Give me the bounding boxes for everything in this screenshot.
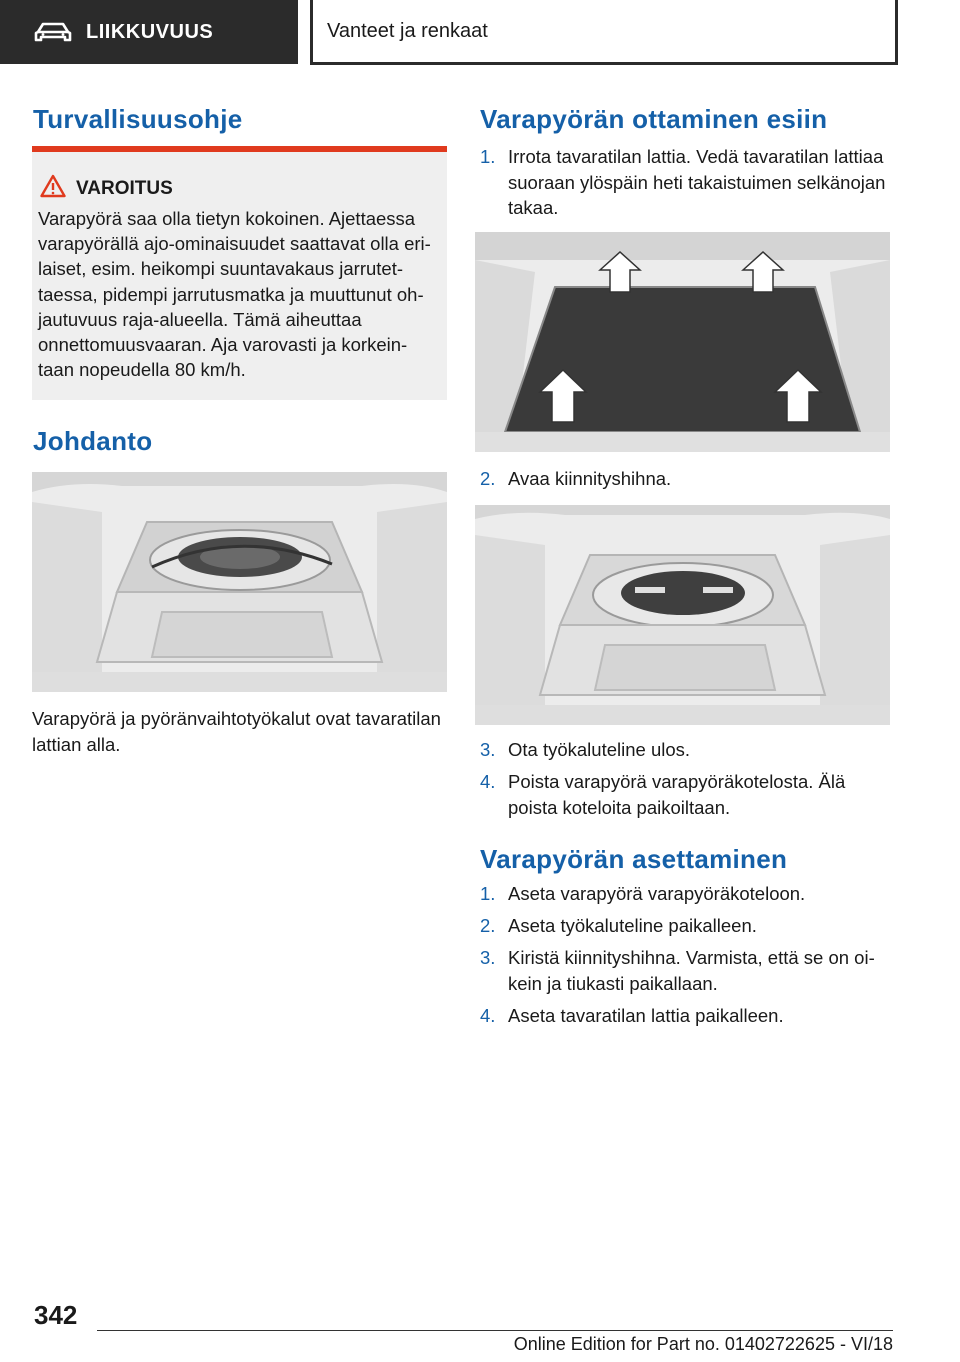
list-item <box>480 737 900 763</box>
warning-title: VAROITUS <box>76 178 173 199</box>
intro-line: lattian alla. <box>32 733 121 755</box>
warning-line: taessa, pidempi jarrutusmatka ja muuttunut oh- <box>38 283 424 305</box>
step-number: 3. <box>480 947 496 968</box>
intro-line: Varapyörä ja pyöränvaihtotyökalut ovat tavaratilan <box>32 708 441 729</box>
page-number: 342 <box>34 1300 78 1330</box>
section-label: LIIKKUVUUS <box>86 20 214 43</box>
list-item <box>480 913 900 939</box>
intro-text <box>32 706 452 757</box>
step-number: 2. <box>480 915 496 936</box>
footer-divider <box>97 1330 893 1331</box>
step-number: 1. <box>480 883 496 904</box>
install-heading: Varapyörän asettaminen <box>480 844 788 874</box>
remove-heading: Varapyörän ottaminen esiin <box>480 104 828 134</box>
step-number: 3. <box>480 739 496 760</box>
chapter-title: Vanteet ja renkaat <box>327 19 488 42</box>
list-item <box>480 1003 900 1029</box>
step-line: Ota työkaluteline ulos. <box>508 739 691 760</box>
warning-line: Varapyörä saa olla tietyn kokoinen. Ajettaessa <box>38 208 416 229</box>
step-line: Kiristä kiinnityshihna. Varmista, että se on oi- <box>508 947 875 968</box>
step-number: 4. <box>480 1005 496 1026</box>
step-line: poista koteloita paikoiltaan. <box>508 796 731 818</box>
step-line: Avaa kiinnityshihna. <box>508 468 672 489</box>
step-line: kein ja tiukasti paikallaan. <box>508 972 718 994</box>
warning-text <box>38 206 440 382</box>
warning-line: laiset, esim. heikompi suuntavakaus jarrutet- <box>38 258 404 280</box>
step-line: suoraan ylöspäin heti takaistuimen selkänojan <box>508 171 886 193</box>
warning-line: onnettomuusvaaran. Aja varovasti ja korkein- <box>38 334 408 356</box>
warning-line: taan nopeudella 80 km/h. <box>38 359 246 381</box>
safety-heading: Turvallisuusohje <box>33 104 243 134</box>
warning-box <box>32 146 447 400</box>
warning-line: varapyörällä ajo-ominaisuudet saattavat olla eri- <box>38 233 431 255</box>
chapter-tab <box>310 0 898 65</box>
edition-text: Online Edition for Part no. 01402722625 - VI/18 <box>513 1334 893 1354</box>
step-line: Poista varapyörä varapyöräkotelosta. Älä <box>508 771 846 792</box>
step-line: takaa. <box>508 197 559 218</box>
list-item <box>480 466 900 492</box>
step-number: 4. <box>480 771 496 792</box>
spare-wheel-illustration <box>32 472 447 692</box>
trunk-floor-illustration <box>475 232 890 452</box>
step-line: Aseta tavaratilan lattia paikalleen. <box>508 1005 784 1026</box>
step-line: Aseta työkaluteline paikalleen. <box>508 915 757 936</box>
car-icon <box>34 20 72 44</box>
list-item <box>480 945 900 997</box>
step-line: Irrota tavaratilan lattia. Vedä tavaratilan lattiaa <box>508 146 884 167</box>
open-well-illustration <box>475 505 890 725</box>
list-item <box>480 881 900 907</box>
intro-heading: Johdanto <box>33 426 153 456</box>
warning-line: jautuvuus raja-alueella. Tämä aiheuttaa <box>38 308 362 330</box>
step-number: 1. <box>480 146 496 167</box>
list-item <box>480 769 900 821</box>
section-tab <box>0 0 298 64</box>
list-item <box>480 144 900 222</box>
warning-triangle-icon <box>40 174 66 198</box>
step-line: Aseta varapyörä varapyöräkoteloon. <box>508 883 806 904</box>
step-number: 2. <box>480 468 496 489</box>
